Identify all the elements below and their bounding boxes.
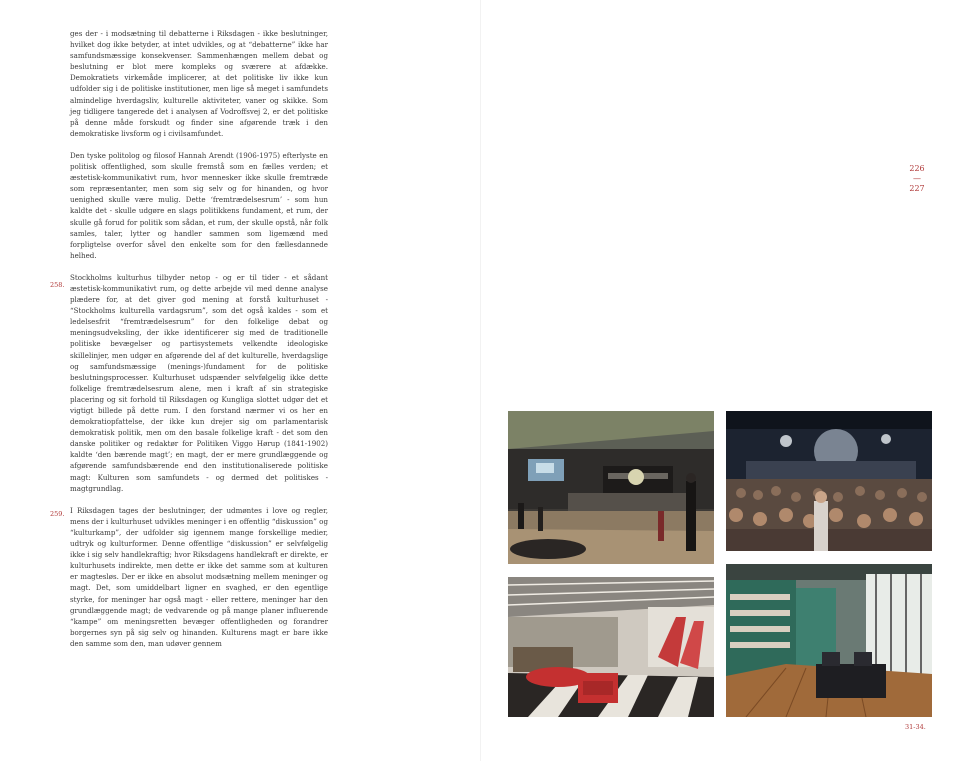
page-numbers xyxy=(906,164,928,194)
paragraph-2: Den tyske politolog og filosof Hannah Arendt (1906-1975) efterlyste en politisk offentlighed, som skulle fremstå som en fælles verden; et æstetisk-kommunikativt rum, hvor mennesker ikke skulle fremtræde som repræsentanter, men som sig selv og for hinanden, og hvor uenighed skulle være mulig. Dette ‘fremtrædelsesrum’ - som hun kaldte det - skulle udgøre en slags politikkens fundament, et rum, der skulle gå forud for politik som sådan, et rum, der skulle opstå, når folk samles, taler, lytter og handler sammen som ligemænd med forpligtelse overfor såvel den enkelte som for den fællesdannede helhed. xyxy=(70,150,328,260)
gutter xyxy=(480,0,481,761)
paragraph-3: Stockholms kulturhus tilbyder netop - og er til tider - et sådant æstetisk-kommunikativt rum, og dette arbejde vil med denne analyse plædere for, at det giver god mening at forstå kulturhuset - “Stockholms kulturella vardagsrum”, som det også kaldes - som et ledelsesfrit “fremtrædelsesrum” for den folkelige debat og meningsudveksling, der ikke identificerer sig med de traditionelle politiske bevægelser og partisystemets velkendte ideologiske skillelinjer, men udgør en afgørende del af det kulturelle, hverdagslige og samfundsmæssige (menings-)fundament for de politiske beslutningsprocesser. Kulturhuset udspænder selvfølgelig ikke dette folkelige fremtrædelsesrum alene, men i kraft af sin strategiske placering og sit forhold til Riksdagen og Kungliga slottet udgør det et vigtigt billede på dette rum. I den forstand nærmer vi os her en demokratiopfattelse, der ikke kun drejer sig om parlamentarisk demokratisk politik, men om den basale folkelige kraft - det som den danske politiker og redaktør for Politiken Viggo Hørup (1841-1902) kaldte ‘den bærende magt’; en magt, der er mere grundlæggende og afgørende samfundsbærende end den institutionaliserede politiske magt: Kulturen som samfundets - og dermed det politiskes - magtgrundlag. xyxy=(70,272,328,493)
photo-event-hall xyxy=(508,411,714,564)
left-page-text xyxy=(70,28,328,660)
paragraph-4: I Riksdagen tages der beslutninger, der udmøntes i love og regler, mens der i kulturhuset udvikles meninger i en offentlig “diskussion” og “kulturkamp”, der udfolder sig igennem mange forskellige medier, udtryk og kulturformer. Denne offentlige “diskussion” er selvfølgelig ikke i sig selv handlekraftig; hvor Riksdagens handlekraft er direkte, er kulturhusets indirekte, men dette er ikke det samme som at kulturen er magtesløs. Der er ikke en absolut modsætning mellem meninger og magt. Det, som umiddelbart ligner en svaghed, er den egentlige styrke, for meninger har også magt - eller rettere, meninger har den grundlæggende magt; de vedvarende og på mange planer influerende “kampe” om meningsretten bevæger offentligheden og forandrer borgernes syn på sig selv og hinanden. Kulturens magt er bare ikke den samme som den, man udøver gennem xyxy=(70,505,328,648)
page-number-dash: — xyxy=(913,174,921,183)
photo-reading-room xyxy=(726,564,932,717)
page-number-left: 226 xyxy=(909,164,925,173)
photo-audience xyxy=(726,411,932,551)
paragraph-1: ges der - i modsætning til debatterne i Riksdagen - ikke beslutninger, hvilket dog ikke betyder, at intet udvikles, og at “debatterne” ikke har samfundsmæssige konsekvenser. Sammenhængen mellem debat og beslutning er blot mere kompleks og sværere at afdække. Demokratiets virkemåde implicerer, at det politiske liv ikke kun udfolder sig i de politiske institutioner, men lige så meget i samfundets almindelige hverdagsliv, kulturelle aktiviteter, vaner og skikke. Som jeg tidligere tangerede det i analysen af Vodroffsvej 2, er det politiske på denne måde forskudt og finder sine afgørende træk i den demokratiske livsform og i civilsamfundet. xyxy=(70,29,328,138)
photo-library-lounge xyxy=(508,577,714,717)
figure-reference: 31-34. xyxy=(905,723,926,731)
note-marker-258: 258. xyxy=(50,281,65,289)
page-number-right: 227 xyxy=(909,184,925,193)
note-marker-259: 259. xyxy=(50,510,65,518)
